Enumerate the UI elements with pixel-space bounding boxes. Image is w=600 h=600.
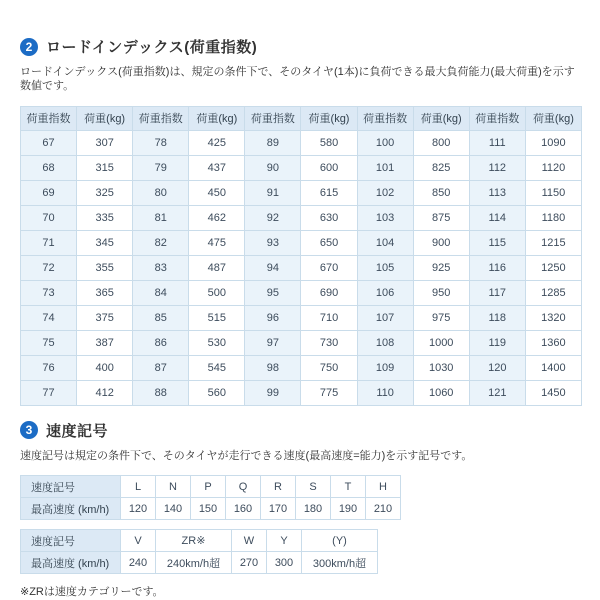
load-kg-cell: 710 [301, 305, 357, 330]
load-index-cell: 74 [21, 305, 77, 330]
load-index-cell: 94 [245, 255, 301, 280]
column-header: 荷重(kg) [301, 106, 357, 130]
load-kg-cell: 365 [77, 280, 133, 305]
load-index-cell: 98 [245, 355, 301, 380]
max-speed-cell: 240 [121, 552, 156, 574]
load-kg-cell: 345 [77, 230, 133, 255]
column-header: 荷重指数 [245, 106, 301, 130]
load-kg-cell: 825 [413, 155, 469, 180]
load-index-cell: 82 [133, 230, 189, 255]
load-kg-cell: 530 [189, 330, 245, 355]
load-index-cell: 72 [21, 255, 77, 280]
table-row [21, 230, 582, 255]
max-speed-cell: 240km/h超 [156, 552, 232, 574]
row-label: 最高速度 (km/h) [21, 498, 121, 520]
speed-symbol-cell: (Y) [302, 530, 378, 552]
max-speed-cell: 150 [191, 498, 226, 520]
load-index-cell: 96 [245, 305, 301, 330]
load-index-cell: 75 [21, 330, 77, 355]
load-kg-cell: 750 [301, 355, 357, 380]
load-kg-cell: 1360 [525, 330, 581, 355]
speed-symbol-table-1 [20, 475, 401, 520]
load-index-cell: 115 [469, 230, 525, 255]
load-index-cell: 105 [357, 255, 413, 280]
column-header: 荷重(kg) [189, 106, 245, 130]
load-index-table [20, 106, 582, 406]
load-index-cell: 86 [133, 330, 189, 355]
max-speed-cell: 140 [156, 498, 191, 520]
load-kg-cell: 690 [301, 280, 357, 305]
load-index-cell: 114 [469, 205, 525, 230]
load-kg-cell: 730 [301, 330, 357, 355]
load-index-cell: 69 [21, 180, 77, 205]
load-index-cell: 100 [357, 130, 413, 155]
load-index-cell: 99 [245, 380, 301, 405]
load-index-cell: 88 [133, 380, 189, 405]
speed-symbol-cell: T [331, 476, 366, 498]
load-kg-cell: 775 [301, 380, 357, 405]
load-kg-cell: 355 [77, 255, 133, 280]
speed-symbol-cell: P [191, 476, 226, 498]
load-index-cell: 81 [133, 205, 189, 230]
load-kg-cell: 387 [77, 330, 133, 355]
speed-symbol-cell: N [156, 476, 191, 498]
load-kg-cell: 1060 [413, 380, 469, 405]
load-kg-cell: 437 [189, 155, 245, 180]
load-index-cell: 110 [357, 380, 413, 405]
load-kg-cell: 950 [413, 280, 469, 305]
load-kg-cell: 1090 [525, 130, 581, 155]
load-kg-cell: 925 [413, 255, 469, 280]
zr-footnote: ※ZRは速度カテゴリーです。 [20, 586, 164, 599]
load-kg-cell: 1250 [525, 255, 581, 280]
load-index-cell: 117 [469, 280, 525, 305]
load-index-cell: 93 [245, 230, 301, 255]
table-row [21, 130, 582, 155]
column-header: 荷重指数 [21, 106, 77, 130]
max-speed-cell: 170 [261, 498, 296, 520]
table-row [21, 380, 582, 405]
load-index-cell: 97 [245, 330, 301, 355]
load-index-cell: 113 [469, 180, 525, 205]
load-kg-cell: 545 [189, 355, 245, 380]
column-header: 荷重指数 [133, 106, 189, 130]
load-kg-cell: 580 [301, 130, 357, 155]
load-kg-cell: 487 [189, 255, 245, 280]
load-kg-cell: 375 [77, 305, 133, 330]
speed-symbol-cell: Q [226, 476, 261, 498]
load-index-cell: 101 [357, 155, 413, 180]
table-row [21, 305, 582, 330]
load-index-cell: 92 [245, 205, 301, 230]
max-speed-cell: 300km/h超 [302, 552, 378, 574]
load-kg-cell: 560 [189, 380, 245, 405]
load-index-cell: 68 [21, 155, 77, 180]
section-speed-title: 速度記号 [46, 422, 109, 440]
speed-symbol-cell: W [232, 530, 267, 552]
column-header: 荷重(kg) [77, 106, 133, 130]
load-index-cell: 76 [21, 355, 77, 380]
load-index-cell: 109 [357, 355, 413, 380]
speed-symbol-table-2 [20, 529, 378, 574]
load-kg-cell: 1180 [525, 205, 581, 230]
load-index-cell: 89 [245, 130, 301, 155]
max-speed-cell: 210 [366, 498, 401, 520]
speed-symbol-cell: V [121, 530, 156, 552]
load-kg-cell: 850 [413, 180, 469, 205]
load-kg-cell: 1285 [525, 280, 581, 305]
table-row [21, 205, 582, 230]
load-kg-cell: 650 [301, 230, 357, 255]
section-load-description: ロードインデックス(荷重指数)は、規定の条件下で、そのタイヤ(1本)に負荷できる最大負荷能力(最大荷重)を示す数値です。 [20, 66, 575, 92]
load-kg-cell: 412 [77, 380, 133, 405]
load-kg-cell: 475 [189, 230, 245, 255]
load-kg-cell: 875 [413, 205, 469, 230]
load-index-cell: 116 [469, 255, 525, 280]
load-index-cell: 102 [357, 180, 413, 205]
load-kg-cell: 462 [189, 205, 245, 230]
table-row [21, 180, 582, 205]
load-index-cell: 67 [21, 130, 77, 155]
load-kg-cell: 615 [301, 180, 357, 205]
load-index-cell: 80 [133, 180, 189, 205]
max-speed-cell: 180 [296, 498, 331, 520]
load-index-cell: 71 [21, 230, 77, 255]
table-row [21, 552, 378, 574]
table-row [21, 155, 582, 180]
load-kg-cell: 335 [77, 205, 133, 230]
row-label: 最高速度 (km/h) [21, 552, 121, 574]
load-index-cell: 87 [133, 355, 189, 380]
load-kg-cell: 1400 [525, 355, 581, 380]
load-index-cell: 77 [21, 380, 77, 405]
load-index-cell: 73 [21, 280, 77, 305]
load-kg-cell: 1150 [525, 180, 581, 205]
section-speed-heading [20, 420, 582, 441]
load-index-cell: 120 [469, 355, 525, 380]
load-index-cell: 118 [469, 305, 525, 330]
load-index-cell: 119 [469, 330, 525, 355]
column-header: 荷重指数 [469, 106, 525, 130]
column-header: 荷重指数 [357, 106, 413, 130]
load-kg-cell: 1000 [413, 330, 469, 355]
load-kg-cell: 425 [189, 130, 245, 155]
load-kg-cell: 975 [413, 305, 469, 330]
section-speed-description: 速度記号は規定の条件下で、そのタイヤが走行できる速度(最高速度=能力)を示す記号です。 [20, 449, 473, 462]
load-kg-cell: 670 [301, 255, 357, 280]
load-index-cell: 84 [133, 280, 189, 305]
max-speed-cell: 190 [331, 498, 366, 520]
load-kg-cell: 800 [413, 130, 469, 155]
table-row [21, 255, 582, 280]
load-index-cell: 104 [357, 230, 413, 255]
load-index-cell: 85 [133, 305, 189, 330]
load-kg-cell: 400 [77, 355, 133, 380]
load-kg-cell: 1450 [525, 380, 581, 405]
load-index-cell: 107 [357, 305, 413, 330]
load-kg-cell: 1030 [413, 355, 469, 380]
row-label: 速度記号 [21, 530, 121, 552]
row-label: 速度記号 [21, 476, 121, 498]
speed-symbol-cell: L [121, 476, 156, 498]
speed-symbol-cell: R [261, 476, 296, 498]
load-kg-cell: 500 [189, 280, 245, 305]
load-index-cell: 91 [245, 180, 301, 205]
load-index-cell: 103 [357, 205, 413, 230]
load-index-cell: 95 [245, 280, 301, 305]
load-kg-cell: 1320 [525, 305, 581, 330]
column-header: 荷重(kg) [413, 106, 469, 130]
load-kg-cell: 900 [413, 230, 469, 255]
section-load-heading [20, 36, 582, 57]
table-row [21, 476, 401, 498]
load-kg-cell: 1120 [525, 155, 581, 180]
table-row [21, 498, 401, 520]
speed-symbol-cell: ZR※ [156, 530, 232, 552]
section-load-title: ロードインデックス(荷重指数) [46, 39, 258, 56]
max-speed-cell: 120 [121, 498, 156, 520]
load-index-cell: 112 [469, 155, 525, 180]
load-kg-cell: 325 [77, 180, 133, 205]
speed-symbol-cell: H [366, 476, 401, 498]
load-index-cell: 79 [133, 155, 189, 180]
load-index-cell: 108 [357, 330, 413, 355]
max-speed-cell: 270 [232, 552, 267, 574]
load-index-cell: 90 [245, 155, 301, 180]
load-kg-cell: 1215 [525, 230, 581, 255]
section-number-badge: 2 [20, 38, 38, 56]
max-speed-cell: 160 [226, 498, 261, 520]
table-row [21, 330, 582, 355]
load-index-cell: 121 [469, 380, 525, 405]
speed-symbol-cell: S [296, 476, 331, 498]
load-index-cell: 70 [21, 205, 77, 230]
table-row [21, 280, 582, 305]
load-kg-cell: 515 [189, 305, 245, 330]
load-kg-cell: 600 [301, 155, 357, 180]
load-kg-cell: 450 [189, 180, 245, 205]
load-kg-cell: 307 [77, 130, 133, 155]
section-number-badge: 3 [20, 421, 38, 439]
load-index-cell: 78 [133, 130, 189, 155]
load-kg-cell: 630 [301, 205, 357, 230]
load-index-cell: 83 [133, 255, 189, 280]
speed-symbol-cell: Y [267, 530, 302, 552]
load-index-cell: 106 [357, 280, 413, 305]
column-header: 荷重(kg) [525, 106, 581, 130]
table-row [21, 530, 378, 552]
load-index-cell: 111 [469, 130, 525, 155]
load-table-header-row [21, 106, 582, 130]
max-speed-cell: 300 [267, 552, 302, 574]
load-kg-cell: 315 [77, 155, 133, 180]
table-row [21, 355, 582, 380]
